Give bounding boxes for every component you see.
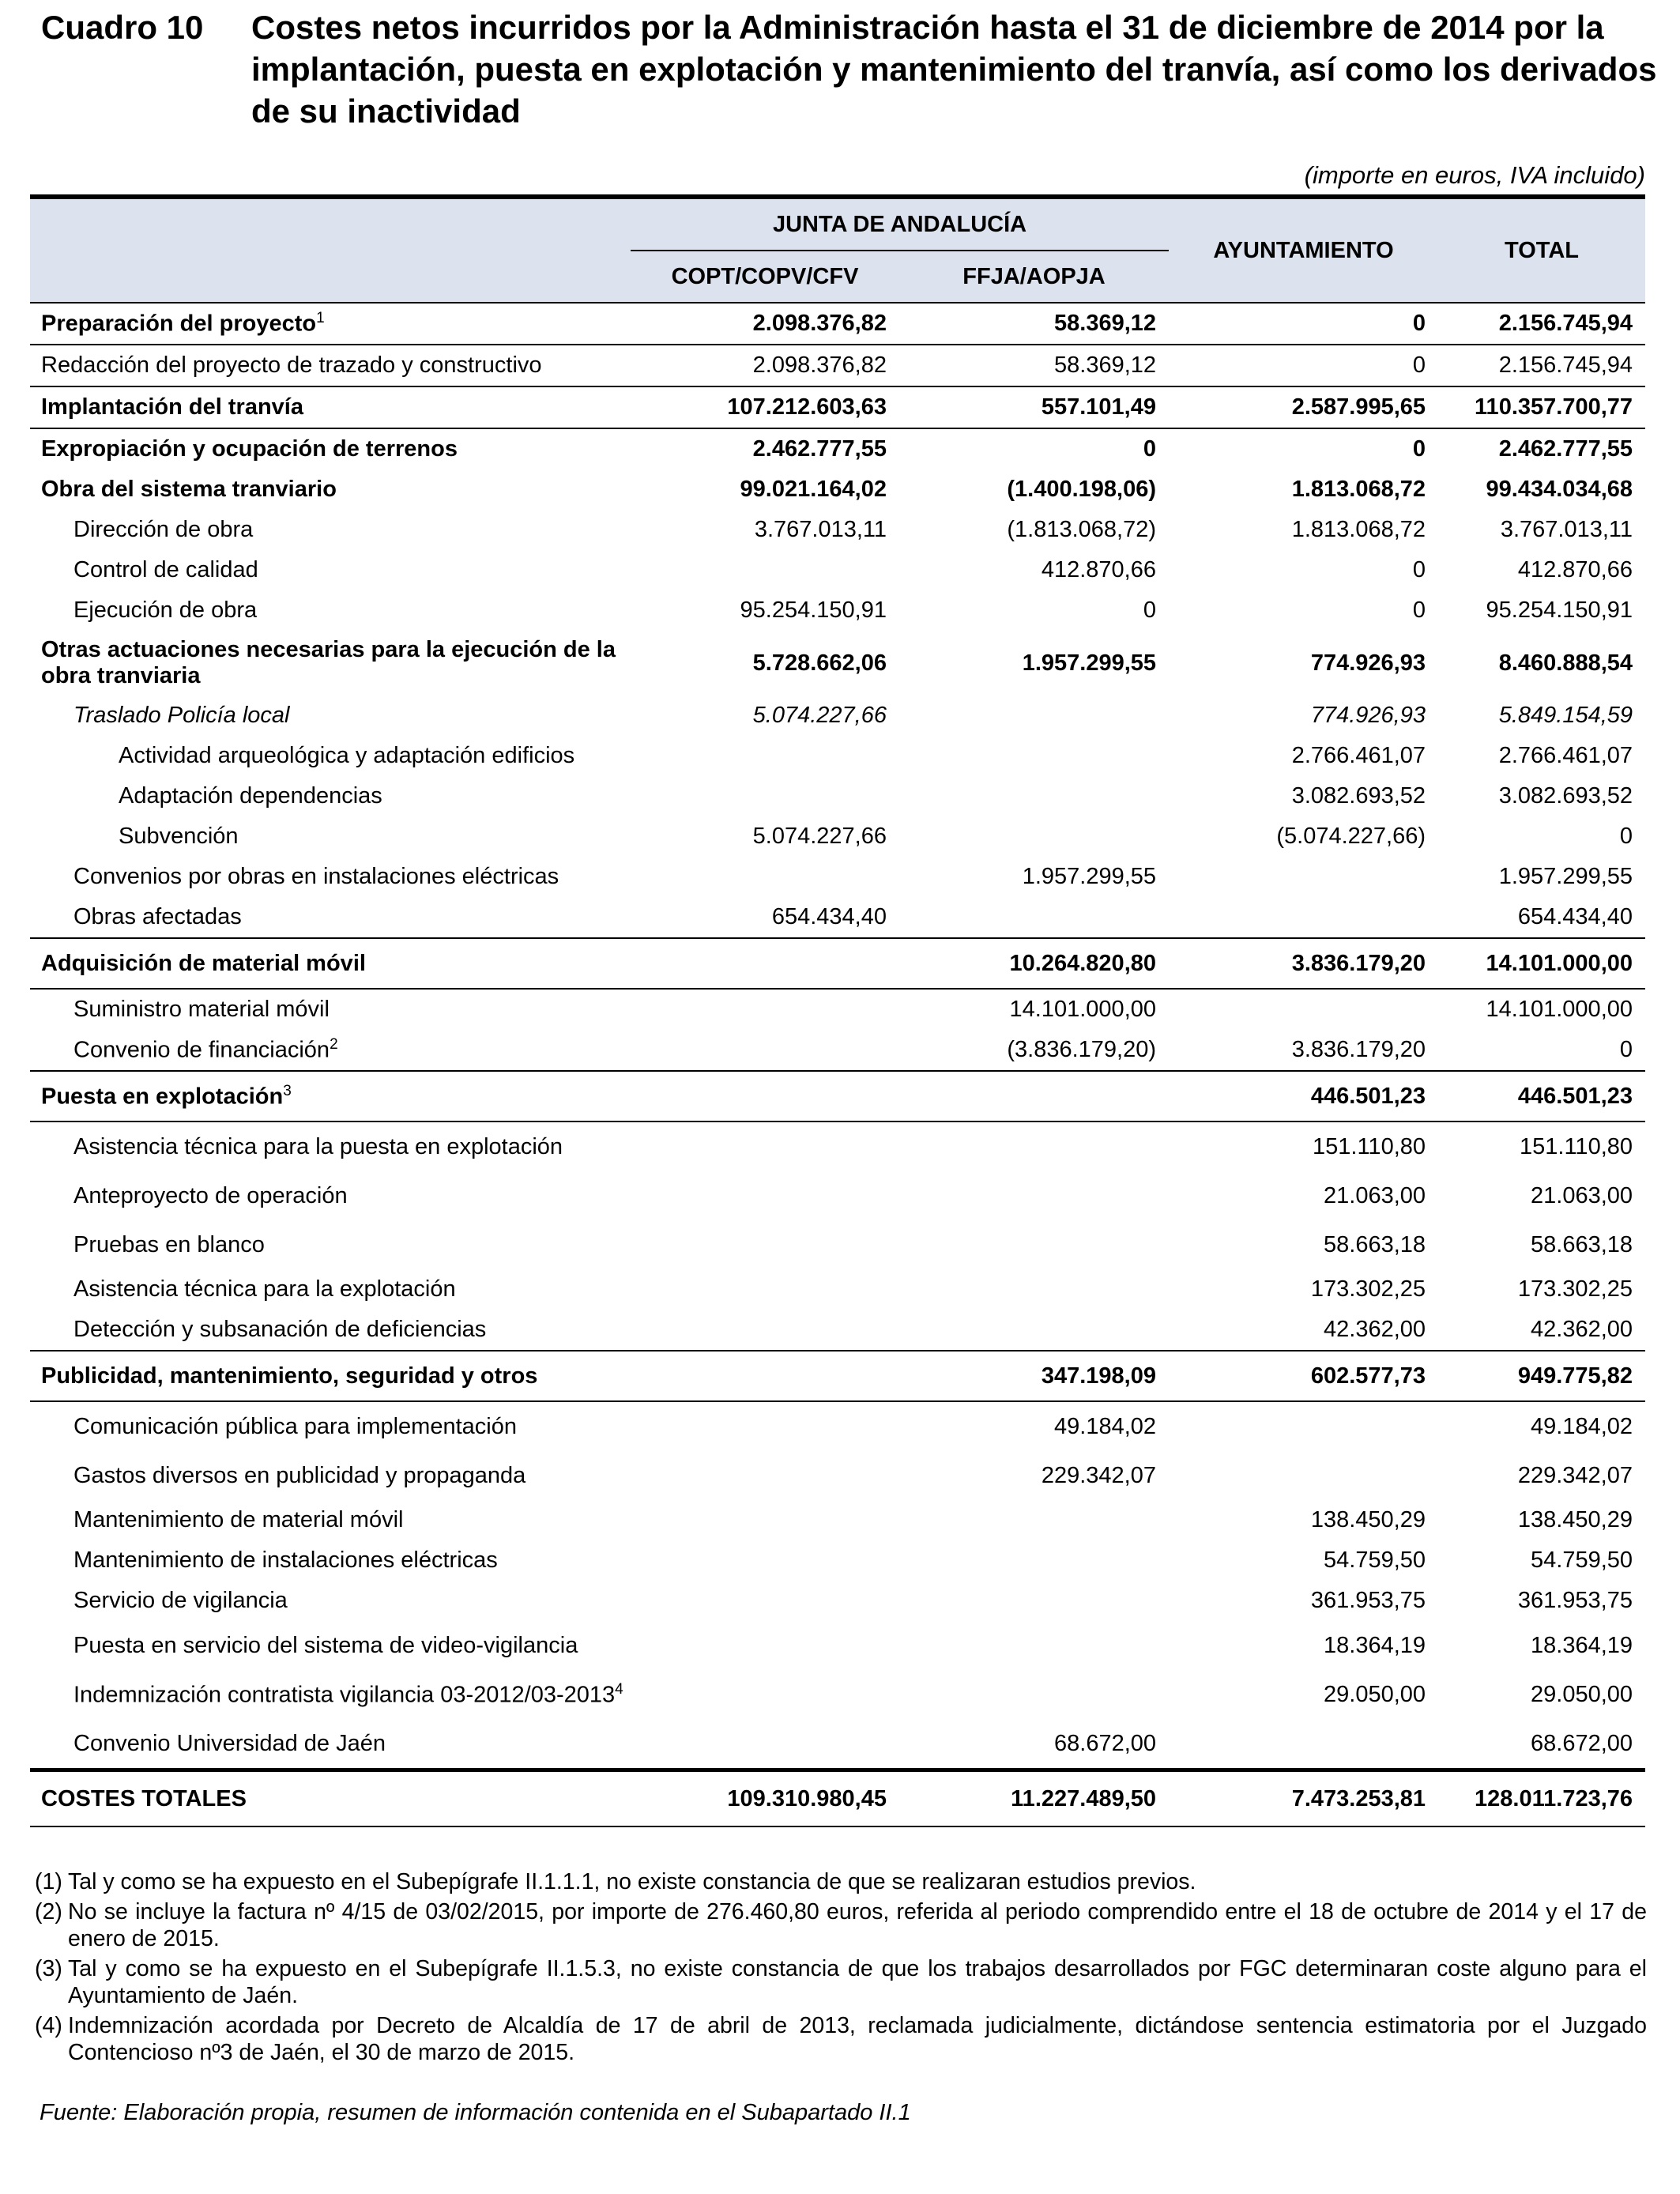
row-label: [30, 1171, 631, 1220]
table-row: [30, 989, 1645, 1030]
row-label: [30, 816, 631, 857]
cell-ayuntamiento: [1169, 857, 1438, 897]
row-label-text: Adquisición de material móvil: [41, 950, 366, 976]
cell-ayuntamiento: 173.302,25: [1310, 1276, 1426, 1302]
footnote-mark: (3): [35, 1956, 62, 1981]
cell-ffja: 68.672,00: [1054, 1730, 1157, 1756]
cell-copt: [631, 857, 899, 897]
cell-total: 14.101.000,00: [1438, 989, 1645, 1030]
footnote-item: [35, 2012, 1647, 2066]
row-label: [30, 989, 631, 1030]
row-label: [30, 857, 631, 897]
cell-total: 99.434.034,68: [1486, 477, 1633, 502]
cell-ffja: (3.836.179,20): [1007, 1037, 1157, 1062]
table-row: [30, 1310, 1645, 1351]
table-row: [30, 590, 1645, 631]
footnote-mark: (2): [35, 1899, 62, 1924]
row-label: [30, 303, 631, 345]
cell-ffja: [899, 816, 1169, 857]
totals-row: [30, 1770, 1645, 1827]
cell-ffja: [899, 1581, 1169, 1621]
footnote-marker: 4: [615, 1680, 623, 1698]
cell-ffja: 1.957.299,55: [1022, 864, 1157, 889]
table-row: [30, 1171, 1645, 1220]
header-junta-andalucia: [631, 197, 1169, 251]
row-label-text: Dirección de obra: [73, 517, 254, 542]
row-label-text: Ejecución de obra: [73, 598, 258, 623]
cell-copt: [631, 550, 899, 590]
row-label-text: Mantenimiento de material móvil: [73, 1507, 404, 1532]
cost-table: [30, 194, 1645, 1827]
row-label: [30, 736, 631, 776]
row-label-text: Control de calidad: [73, 557, 258, 582]
cell-copt: 95.254.150,91: [740, 598, 887, 623]
row-label: [30, 1220, 631, 1269]
row-label: [30, 1310, 631, 1351]
row-label-text: Obra del sistema tranviario: [41, 477, 337, 502]
header-total: TOTAL: [1438, 197, 1645, 303]
cell-ayuntamiento: 54.759,50: [1324, 1547, 1426, 1573]
row-label: [30, 631, 631, 696]
cell-total: 2.462.777,55: [1438, 428, 1645, 469]
cell-copt: 5.728.662,06: [752, 650, 887, 676]
cell-ffja: [899, 1220, 1169, 1269]
cell-ayuntamiento: [1169, 989, 1438, 1030]
row-label: [30, 1540, 631, 1581]
cell-ayuntamiento: 602.577,73: [1169, 1351, 1438, 1401]
cell-ayuntamiento: [1169, 1451, 1438, 1500]
cell-total: 8.460.888,54: [1498, 650, 1633, 676]
caption-title: Costes netos incurridos por la Administración hasta el 31 de diciembre de 2014 por la implantación, puesta en explotación y mantenimiento del tranvía, así como los derivados de su inactividad: [251, 9, 1657, 130]
row-label-text: Puesta en explotación: [41, 1084, 284, 1110]
header-ayuntamiento: AYUNTAMIENTO: [1169, 197, 1438, 303]
row-label-text: Comunicación pública para implementación: [73, 1413, 517, 1439]
cell-ffja: [899, 1500, 1169, 1540]
header-junta-label: JUNTA DE ANDALUCÍA: [772, 211, 1027, 237]
cell-ffja: [899, 1122, 1169, 1171]
cell-ayuntamiento: 138.450,29: [1310, 1507, 1426, 1532]
cell-copt: [631, 1719, 899, 1770]
row-label: [30, 696, 631, 736]
row-label-text: Otras actuaciones necesarias para la ejecución de la obra tranviaria: [41, 637, 616, 688]
row-label-text: Mantenimiento de instalaciones eléctricas: [73, 1547, 498, 1573]
footnote-mark: (1): [35, 1869, 62, 1894]
cell-total: 110.357.700,77: [1438, 386, 1645, 428]
cell-ayuntamiento: 0: [1412, 557, 1426, 582]
table-row: [30, 776, 1645, 816]
cell-ffja: [899, 1670, 1169, 1719]
table-row: [30, 736, 1645, 776]
footnote-text: No se incluye la factura nº 4/15 de 03/02/2015, por importe de 276.460,80 euros, referida al periodo comprendido entre el 18 de octubre de 2014 y el 17 de enero de 2015.: [68, 1899, 1647, 1951]
table-row: [30, 857, 1645, 897]
table-row: [30, 1269, 1645, 1310]
row-label-text: Obras afectadas: [73, 904, 242, 929]
row-label-text: Servicio de vigilancia: [73, 1588, 288, 1613]
totals-ffja: 11.227.489,50: [899, 1770, 1169, 1827]
table-row: [30, 696, 1645, 736]
cell-total: 68.672,00: [1531, 1730, 1633, 1756]
table-row: [30, 1451, 1645, 1500]
totals-label: COSTES TOTALES: [30, 1770, 631, 1827]
row-label: [30, 1581, 631, 1621]
cell-ayuntamiento: 21.063,00: [1324, 1182, 1426, 1208]
cell-total: 42.362,00: [1531, 1317, 1633, 1342]
units-note: (importe en euros, IVA incluido): [1304, 161, 1645, 189]
cell-total: 5.849.154,59: [1498, 703, 1633, 728]
cell-ffja: 229.342,07: [1041, 1462, 1157, 1488]
cell-copt: 2.098.376,82: [631, 303, 899, 345]
table-row: [30, 1071, 1645, 1122]
table-row: [30, 938, 1645, 989]
row-label-text: Suministro material móvil: [73, 997, 330, 1022]
row-label-text: Implantación del tranvía: [41, 394, 303, 420]
table-row: [30, 1351, 1645, 1401]
row-label: [30, 510, 631, 550]
cell-ayuntamiento: 151.110,80: [1169, 1122, 1438, 1171]
cell-total: 21.063,00: [1531, 1182, 1633, 1208]
row-label-text: Subvención: [119, 824, 239, 849]
cell-ffja: [899, 1071, 1169, 1122]
header-ffja: FFJA/AOPJA: [899, 251, 1169, 303]
footnote-mark: (4): [35, 2013, 62, 2038]
cell-copt: 99.021.164,02: [740, 477, 887, 502]
row-label-text: Adaptación dependencias: [119, 783, 382, 809]
cell-total: 14.101.000,00: [1438, 938, 1645, 989]
table-row: [30, 510, 1645, 550]
cell-ffja: 0: [899, 428, 1169, 469]
row-label: [30, 386, 631, 428]
row-label: [30, 1122, 631, 1171]
cell-ffja: 412.870,66: [1041, 557, 1157, 582]
cell-total: 29.050,00: [1531, 1681, 1633, 1707]
cell-copt: [631, 1621, 899, 1670]
row-label: [30, 897, 631, 938]
table-row: [30, 1719, 1645, 1770]
footnote-item: [35, 1955, 1647, 2009]
cell-ayuntamiento: 2.766.461,07: [1291, 743, 1426, 768]
cell-copt: 107.212.603,63: [631, 386, 899, 428]
cell-ffja: 58.369,12: [899, 345, 1169, 386]
row-label: [30, 1500, 631, 1540]
cell-copt: 3.767.013,11: [754, 517, 887, 542]
row-label-text: Asistencia técnica para la explotación: [73, 1276, 456, 1302]
table-body: [30, 303, 1645, 1770]
cell-ffja: 14.101.000,00: [899, 989, 1169, 1030]
cell-total: 446.501,23: [1438, 1071, 1645, 1122]
table-row: [30, 1500, 1645, 1540]
cell-ayuntamiento: 0: [1169, 428, 1438, 469]
cell-ayuntamiento: 1.813.068,72: [1291, 517, 1426, 542]
cell-ffja: (1.813.068,72): [1007, 517, 1157, 542]
footnotes: [35, 1868, 1647, 2069]
cell-copt: [631, 1122, 899, 1171]
row-label: [30, 590, 631, 631]
cell-copt: 2.462.777,55: [631, 428, 899, 469]
cell-ffja: [899, 696, 1169, 736]
cell-ayuntamiento: 3.836.179,20: [1291, 1037, 1426, 1062]
row-label: [30, 1451, 631, 1500]
cell-total: 1.957.299,55: [1498, 864, 1633, 889]
row-label: [30, 1269, 631, 1310]
cell-copt: [631, 1269, 899, 1310]
cell-ayuntamiento: 0: [1169, 345, 1438, 386]
cell-copt: [631, 1351, 899, 1401]
cell-total: 361.953,75: [1517, 1588, 1633, 1613]
caption-number: Cuadro 10: [41, 9, 204, 46]
row-label-text: Detección y subsanación de deficiencias: [73, 1317, 487, 1342]
cell-total: 2.766.461,07: [1498, 743, 1633, 768]
row-label-text: Expropiación y ocupación de terrenos: [41, 436, 458, 462]
cell-copt: [631, 776, 899, 816]
cell-ayuntamiento: 18.364,19: [1324, 1632, 1426, 1658]
cell-copt: [631, 1401, 899, 1451]
cell-ayuntamiento: 3.082.693,52: [1291, 783, 1426, 809]
cell-total: 654.434,40: [1517, 904, 1633, 929]
row-label: [30, 1030, 631, 1071]
cell-copt: [631, 1581, 899, 1621]
cell-total: 49.184,02: [1438, 1401, 1645, 1451]
cell-ffja: [899, 1540, 1169, 1581]
cell-ffja: [899, 897, 1169, 938]
row-label-text: Actividad arqueológica y adaptación edificios: [119, 743, 575, 768]
cell-ayuntamiento: 3.836.179,20: [1169, 938, 1438, 989]
cell-total: 18.364,19: [1531, 1632, 1633, 1658]
cell-total: 3.082.693,52: [1498, 783, 1633, 809]
table-row: [30, 428, 1645, 469]
row-label-text: Traslado Policía local: [73, 703, 290, 728]
table-row: [30, 1030, 1645, 1071]
row-label: [30, 1071, 631, 1122]
row-label-text: Anteproyecto de operación: [73, 1182, 348, 1208]
totals-total: 128.011.723,76: [1438, 1770, 1645, 1827]
table-row: [30, 897, 1645, 938]
cell-ayuntamiento: [1169, 1719, 1438, 1770]
row-label: [30, 776, 631, 816]
footnote-text: Indemnización acordada por Decreto de Alcaldía de 17 de abril de 2013, reclamada judicialmente, dictándose sentencia estimatoria por el Juzgado Contencioso nº3 de Jaén, el 30 de marzo de 2015.: [68, 2013, 1647, 2065]
row-label-text: Convenios por obras en instalaciones eléctricas: [73, 864, 559, 889]
row-label: [30, 938, 631, 989]
row-label-text: Pruebas en blanco: [73, 1231, 265, 1257]
cell-total: 58.663,18: [1531, 1231, 1633, 1257]
cell-ayuntamiento: 0: [1169, 303, 1438, 345]
cell-copt: 2.098.376,82: [631, 345, 899, 386]
cell-copt: [631, 1310, 899, 1351]
cell-copt: [631, 1670, 899, 1719]
row-label: [30, 469, 631, 510]
cell-copt: [631, 1500, 899, 1540]
row-label-text: Gastos diversos en publicidad y propaganda: [73, 1462, 526, 1488]
cell-ayuntamiento: 0: [1412, 598, 1426, 623]
footnote-marker: 1: [316, 310, 325, 327]
cell-copt: 5.074.227,66: [752, 824, 887, 849]
cell-ffja: 10.264.820,80: [899, 938, 1169, 989]
table-row: [30, 1401, 1645, 1451]
cell-ffja: [899, 776, 1169, 816]
header-concept-cell: [30, 197, 631, 303]
cell-total: 2.156.745,94: [1438, 303, 1645, 345]
cell-total: 0: [1619, 824, 1633, 849]
row-label-text: Publicidad, mantenimiento, seguridad y otros: [41, 1363, 538, 1389]
table-header: [30, 197, 1645, 303]
cell-copt: [631, 938, 899, 989]
cell-total: 151.110,80: [1438, 1122, 1645, 1171]
table-row: [30, 1540, 1645, 1581]
row-label: [30, 550, 631, 590]
cell-total: 0: [1619, 1037, 1633, 1062]
cell-total: 173.302,25: [1517, 1276, 1633, 1302]
totals-ayuntamiento: 7.473.253,81: [1169, 1770, 1438, 1827]
cell-copt: 5.074.227,66: [752, 703, 887, 728]
cell-total: 949.775,82: [1438, 1351, 1645, 1401]
cell-ayuntamiento: 1.813.068,72: [1291, 477, 1426, 502]
cell-ayuntamiento: 774.926,93: [1310, 650, 1426, 676]
cell-ffja: [899, 1171, 1169, 1220]
footnote-marker: 3: [283, 1082, 292, 1099]
cell-ayuntamiento: [1169, 897, 1438, 938]
row-label: [30, 428, 631, 469]
cell-copt: [631, 1171, 899, 1220]
row-label-text: Asistencia técnica para la puesta en explotación: [73, 1133, 563, 1159]
table-row: [30, 1670, 1645, 1719]
cell-ffja: 347.198,09: [899, 1351, 1169, 1401]
cell-total: 2.156.745,94: [1438, 345, 1645, 386]
table-row: [30, 550, 1645, 590]
cell-copt: [631, 1540, 899, 1581]
cell-total: 412.870,66: [1517, 557, 1633, 582]
table-row: [30, 1220, 1645, 1269]
table-row: [30, 303, 1645, 345]
cell-ayuntamiento: 42.362,00: [1324, 1317, 1426, 1342]
cell-ffja: [899, 736, 1169, 776]
row-label-text: Indemnización contratista vigilancia 03-2012/03-2013: [73, 1682, 616, 1708]
cell-ayuntamiento: [1169, 1401, 1438, 1451]
cost-table-container: [30, 194, 1645, 1827]
footnote-item: [35, 1898, 1647, 1952]
cell-total: 229.342,07: [1517, 1462, 1633, 1488]
row-label-text: Puesta en servicio del sistema de video-vigilancia: [73, 1632, 578, 1658]
row-label: [30, 1401, 631, 1451]
footnote-text: Tal y como se ha expuesto en el Subepígrafe II.1.1.1, no existe constancia de que se realizaran estudios previos.: [68, 1869, 1196, 1894]
row-label-text: Redacción del proyecto de trazado y constructivo: [41, 352, 542, 378]
cell-ffja: 0: [1143, 598, 1157, 623]
row-label-text: Convenio de financiación: [73, 1037, 330, 1063]
table-row: [30, 345, 1645, 386]
cell-copt: [631, 1071, 899, 1122]
cell-total: 95.254.150,91: [1486, 598, 1633, 623]
footnote-marker: 2: [330, 1036, 338, 1054]
row-label-text: Convenio Universidad de Jaén: [73, 1730, 386, 1756]
cell-ffja: 1.957.299,55: [1022, 650, 1157, 676]
table-row: [30, 631, 1645, 696]
row-label: [30, 345, 631, 386]
cell-ffja: 58.369,12: [899, 303, 1169, 345]
table-row: [30, 816, 1645, 857]
totals-copt: 109.310.980,45: [631, 1770, 899, 1827]
header-copt: COPT/COPV/CFV: [631, 251, 899, 303]
cell-copt: [631, 989, 899, 1030]
cell-ffja: (1.400.198,06): [1007, 477, 1157, 502]
table-row: [30, 386, 1645, 428]
source-note: Fuente: Elaboración propia, resumen de información contenida en el Subapartado II.1: [40, 2100, 911, 2125]
cell-ayuntamiento: 446.501,23: [1169, 1071, 1438, 1122]
row-label: [30, 1351, 631, 1401]
cell-copt: [631, 1220, 899, 1269]
table-row: [30, 1122, 1645, 1171]
cell-ayuntamiento: (5.074.227,66): [1276, 824, 1426, 849]
cell-ffja: [899, 1269, 1169, 1310]
table-row: [30, 1621, 1645, 1670]
cell-ffja: 557.101,49: [899, 386, 1169, 428]
cell-total: 54.759,50: [1531, 1547, 1633, 1573]
cell-copt: [631, 1030, 899, 1071]
cell-ayuntamiento: 2.587.995,65: [1169, 386, 1438, 428]
cell-copt: [631, 1451, 899, 1500]
cell-ffja: [899, 1310, 1169, 1351]
footnote-item: [35, 1868, 1647, 1895]
cell-ffja: 49.184,02: [899, 1401, 1169, 1451]
cell-ayuntamiento: 774.926,93: [1310, 703, 1426, 728]
row-label-text: Preparación del proyecto: [41, 311, 317, 337]
cell-copt: 654.434,40: [771, 904, 887, 929]
table-row: [30, 469, 1645, 510]
cell-total: 138.450,29: [1517, 1507, 1633, 1532]
cell-total: 3.767.013,11: [1500, 517, 1633, 542]
row-label: [30, 1621, 631, 1670]
row-label: [30, 1719, 631, 1770]
cell-ayuntamiento: 29.050,00: [1324, 1681, 1426, 1707]
table-row: [30, 1581, 1645, 1621]
cell-ffja: [899, 1621, 1169, 1670]
footnote-text: Tal y como se ha expuesto en el Subepígrafe II.1.5.3, no existe constancia de que los trabajos desarrollados por FGC determinaran coste alguno para el Ayuntamiento de Jaén.: [68, 1956, 1647, 2008]
row-label: [30, 1670, 631, 1719]
cell-copt: [631, 736, 899, 776]
cell-ayuntamiento: 361.953,75: [1310, 1588, 1426, 1613]
cell-ayuntamiento: 58.663,18: [1324, 1231, 1426, 1257]
